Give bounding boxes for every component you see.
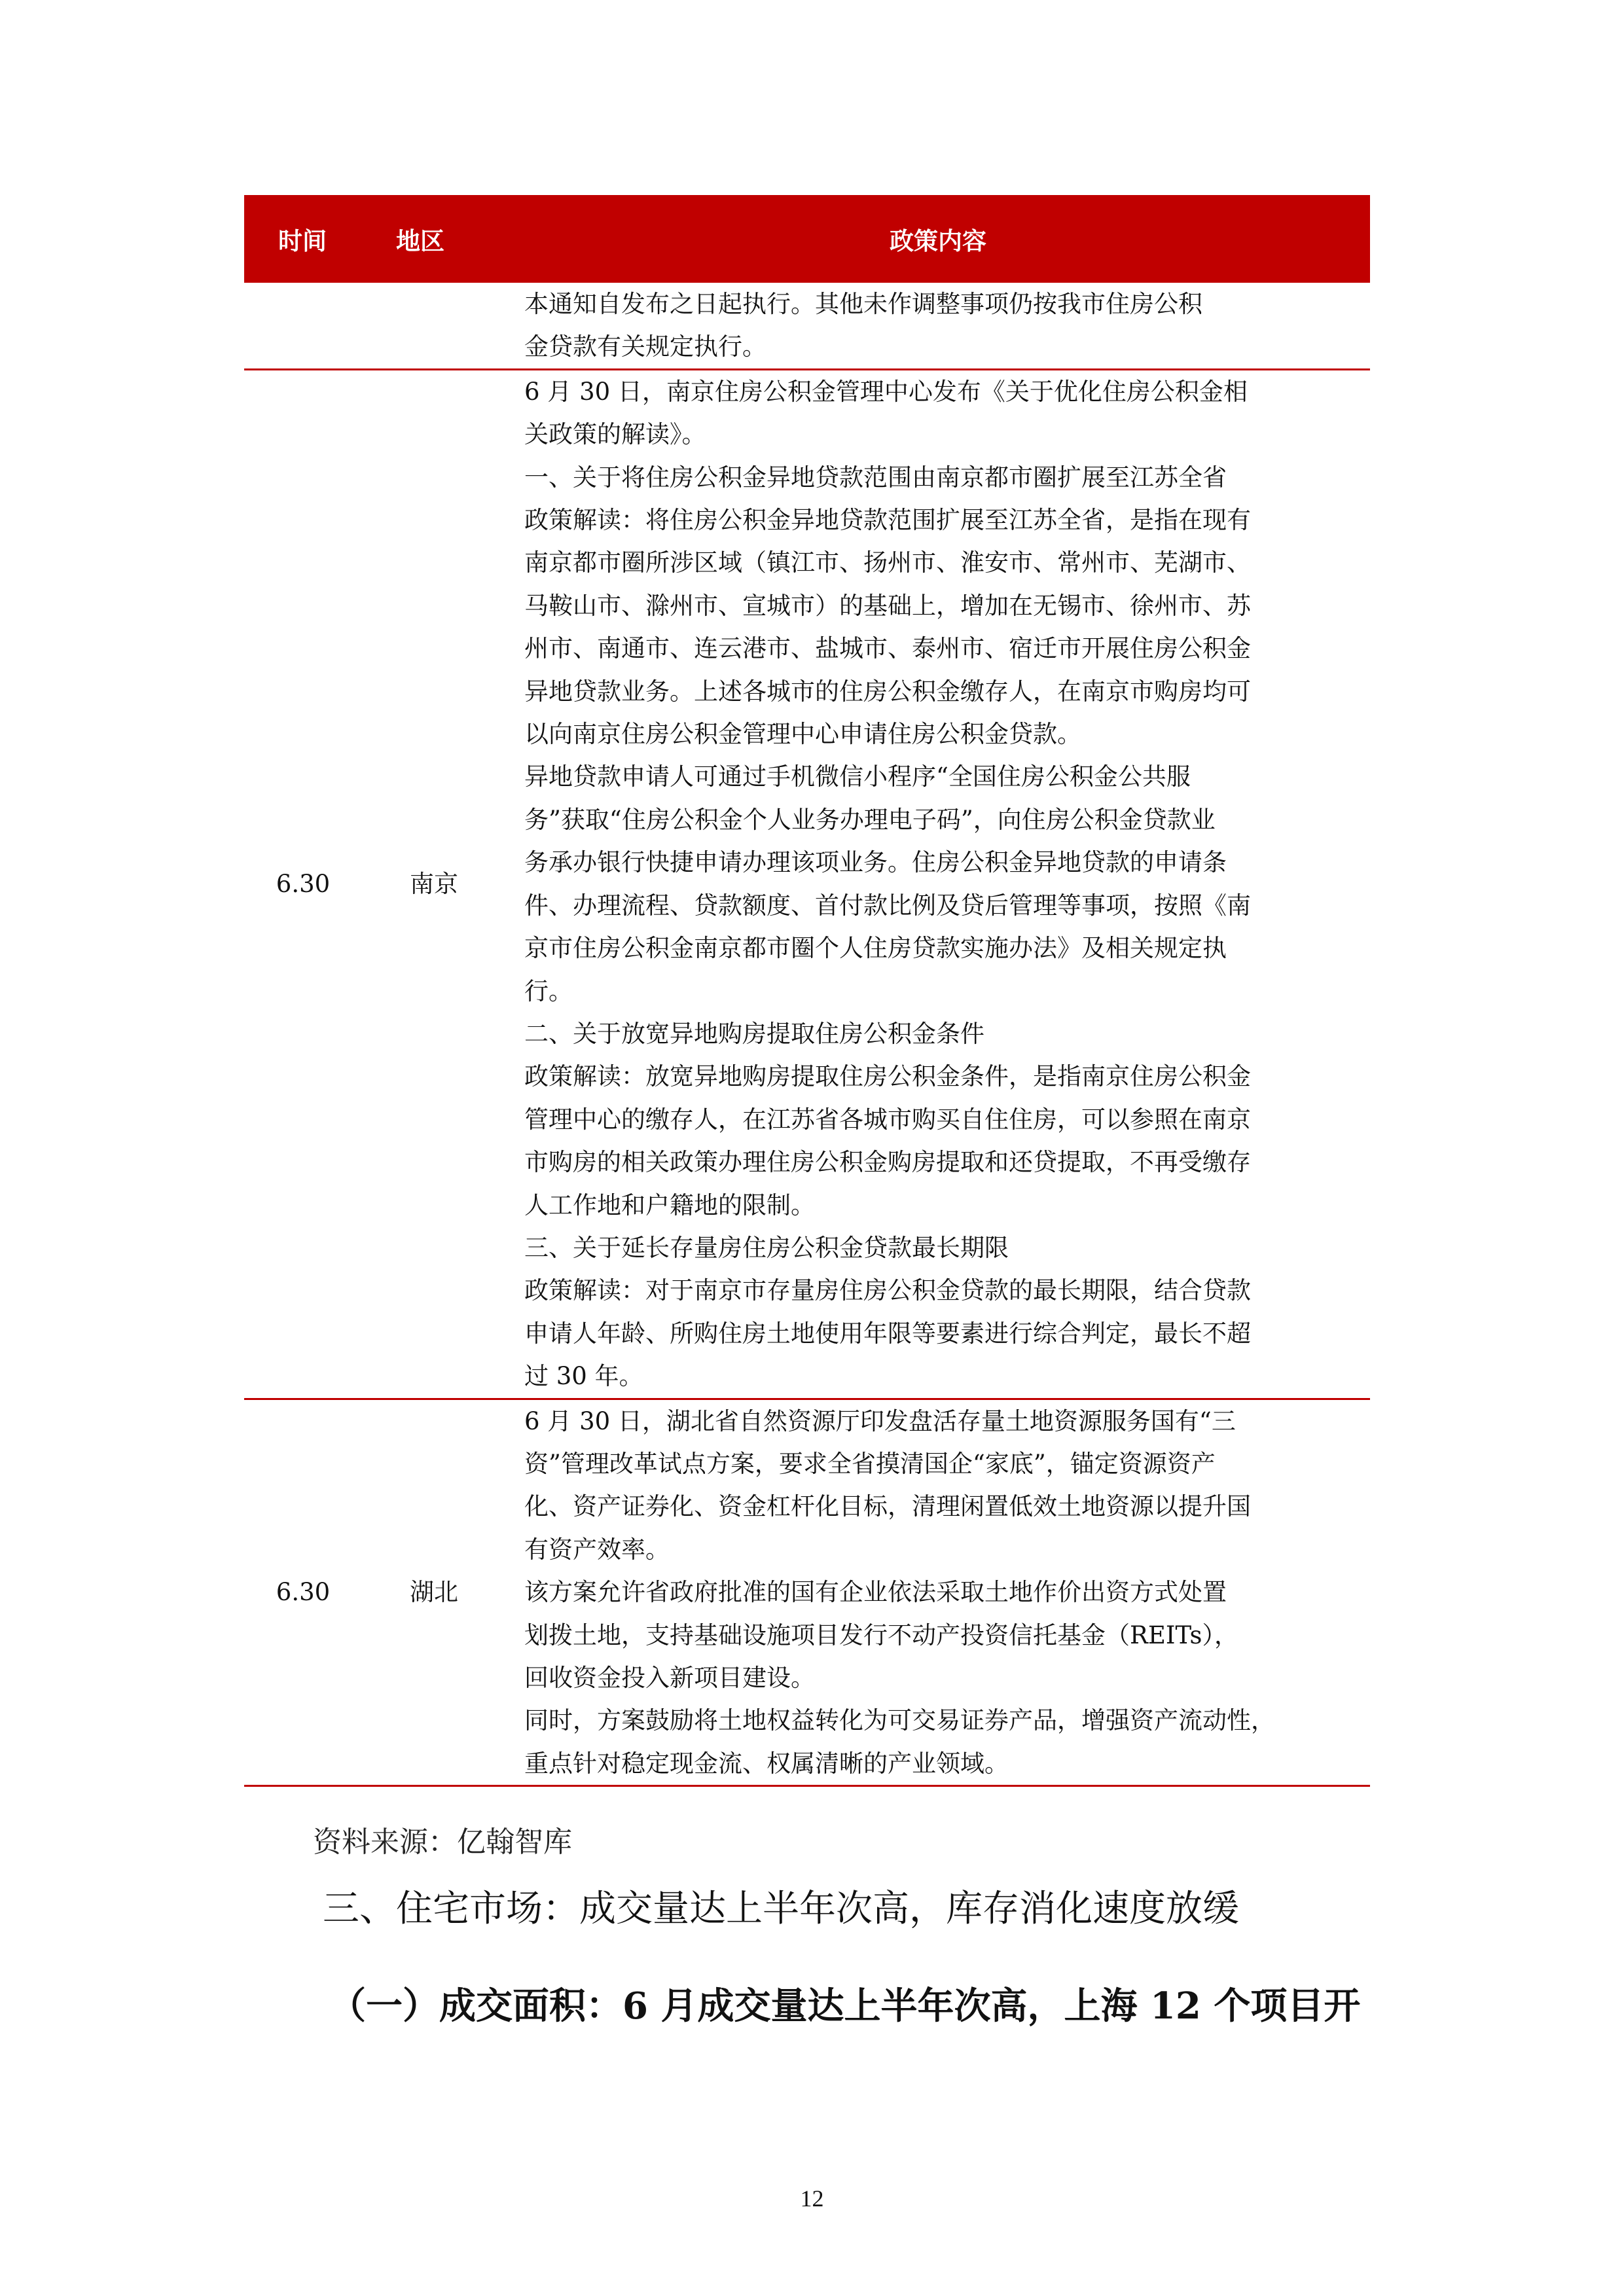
policy-text-line: 政策解读：对于南京市存量房住房公积金贷款的最长期限，结合贷款 [524, 1276, 1251, 1305]
policy-text-line: 过 30 年。 [524, 1362, 643, 1391]
cell-region [362, 283, 506, 369]
header-time: 时间 [244, 195, 362, 283]
policy-text-line: 申请人年龄、所购住房土地使用年限等要素进行综合判定，最长不超 [524, 1319, 1251, 1348]
policy-text-line: 件、办理流程、贷款额度、首付款比例及贷后管理等事项，按照《南 [524, 891, 1251, 920]
policy-text-line: 金贷款有关规定执行。 [524, 332, 767, 361]
policy-text-line: 京市住房公积金南京都市圈个人住房贷款实施办法》及相关规定执 [524, 934, 1227, 963]
policy-text-line: 关政策的解读》。 [524, 420, 706, 449]
header-content: 政策内容 [506, 195, 1370, 283]
cell-time [244, 283, 362, 369]
policy-text-line: 南京都市圈所涉区域（镇江市、扬州市、淮安市、常州市、芜湖市、 [524, 548, 1251, 577]
policy-text-line: 重点针对稳定现金流、权属清晰的产业领域。 [524, 1749, 1009, 1778]
policy-text-line: 该方案允许省政府批准的国有企业依法采取土地作价出资方式处置 [524, 1578, 1227, 1607]
table-row [244, 1399, 1370, 1786]
policy-text-line: 务承办银行快捷申请办理该项业务。住房公积金异地贷款的申请条 [524, 848, 1227, 877]
policy-text-line: 州市、南通市、连云港市、盐城市、泰州市、宿迁市开展住房公积金 [524, 634, 1251, 663]
table-row [244, 283, 1370, 369]
policy-text-line: 化、资产证券化、资金杠杆化目标，清理闲置低效土地资源以提升国 [524, 1492, 1251, 1521]
policy-text-line: 有资产效率。 [524, 1535, 670, 1564]
table-header-row [244, 195, 1370, 283]
policy-text-line: 务”获取“住房公积金个人业务办理电子码”，向住房公积金贷款业 [524, 805, 1216, 834]
page-number: 12 [800, 2185, 824, 2212]
policy-table-container [244, 195, 1370, 1787]
cell-policy-content [506, 1399, 1370, 1786]
policy-text-line: 6 月 30 日，南京住房公积金管理中心发布《关于优化住房公积金相 [524, 377, 1248, 406]
policy-text-line: 异地贷款申请人可通过手机微信小程序“全国住房公积金公共服 [524, 762, 1191, 791]
policy-text-line: 异地贷款业务。上述各城市的住房公积金缴存人，在南京市购房均可 [524, 677, 1251, 706]
policy-text-line: 政策解读：放宽异地购房提取住房公积金条件，是指南京住房公积金 [524, 1062, 1251, 1091]
cell-time: 6.30 [244, 1399, 362, 1786]
policy-text-line: 政策解读：将住房公积金异地贷款范围扩展至江苏全省，是指在现有 [524, 506, 1251, 535]
cell-region: 湖北 [362, 1399, 506, 1786]
subsection-heading: （一）成交面积：6 月成交量达上半年次高，上海 12 个项目开 [329, 1984, 1361, 2028]
policy-text-line: 划拨土地，支持基础设施项目发行不动产投资信托基金（REITs）， [524, 1621, 1238, 1649]
header-region: 地区 [362, 195, 506, 283]
policy-text-line: 人工作地和户籍地的限制。 [524, 1191, 815, 1219]
policy-text-line: 管理中心的缴存人，在江苏省各城市购买自住住房，可以参照在南京 [524, 1105, 1251, 1134]
policy-text-line: 6 月 30 日，湖北省自然资源厅印发盘活存量土地资源服务国有“三 [524, 1407, 1236, 1435]
policy-text-line: 一、关于将住房公积金异地贷款范围由南京都市圈扩展至江苏全省 [524, 463, 1227, 492]
policy-table [244, 195, 1370, 1787]
table-row [244, 369, 1370, 1399]
policy-text-line: 同时，方案鼓励将土地权益转化为可交易证券产品，增强资产流动性， [524, 1706, 1275, 1735]
cell-policy-content [506, 283, 1370, 369]
cell-time: 6.30 [244, 369, 362, 1399]
policy-text-line: 行。 [524, 977, 573, 1005]
policy-text-line: 以向南京住房公积金管理中心申请住房公积金贷款。 [524, 720, 1081, 749]
policy-text-line: 资”管理改革试点方案，要求全省摸清国企“家底”，锚定资源资产 [524, 1449, 1216, 1478]
policy-text-line: 市购房的相关政策办理住房公积金购房提取和还贷提取，不再受缴存 [524, 1148, 1251, 1177]
policy-text-line: 本通知自发布之日起执行。其他未作调整事项仍按我市住房公积 [524, 290, 1202, 318]
policy-text-line: 三、关于延长存量房住房公积金贷款最长期限 [524, 1233, 1009, 1262]
section-heading: 三、住宅市场：成交量达上半年次高，库存消化速度放缓 [323, 1888, 1239, 1930]
cell-region: 南京 [362, 369, 506, 1399]
table-body [244, 283, 1370, 1786]
policy-text-line: 回收资金投入新项目建设。 [524, 1664, 815, 1692]
source-note: 资料来源：亿翰智库 [313, 1825, 572, 1859]
policy-text-line: 马鞍山市、滁州市、宣城市）的基础上，增加在无锡市、徐州市、苏 [524, 591, 1251, 620]
policy-text-line: 二、关于放宽异地购房提取住房公积金条件 [524, 1019, 984, 1048]
cell-policy-content [506, 369, 1370, 1399]
